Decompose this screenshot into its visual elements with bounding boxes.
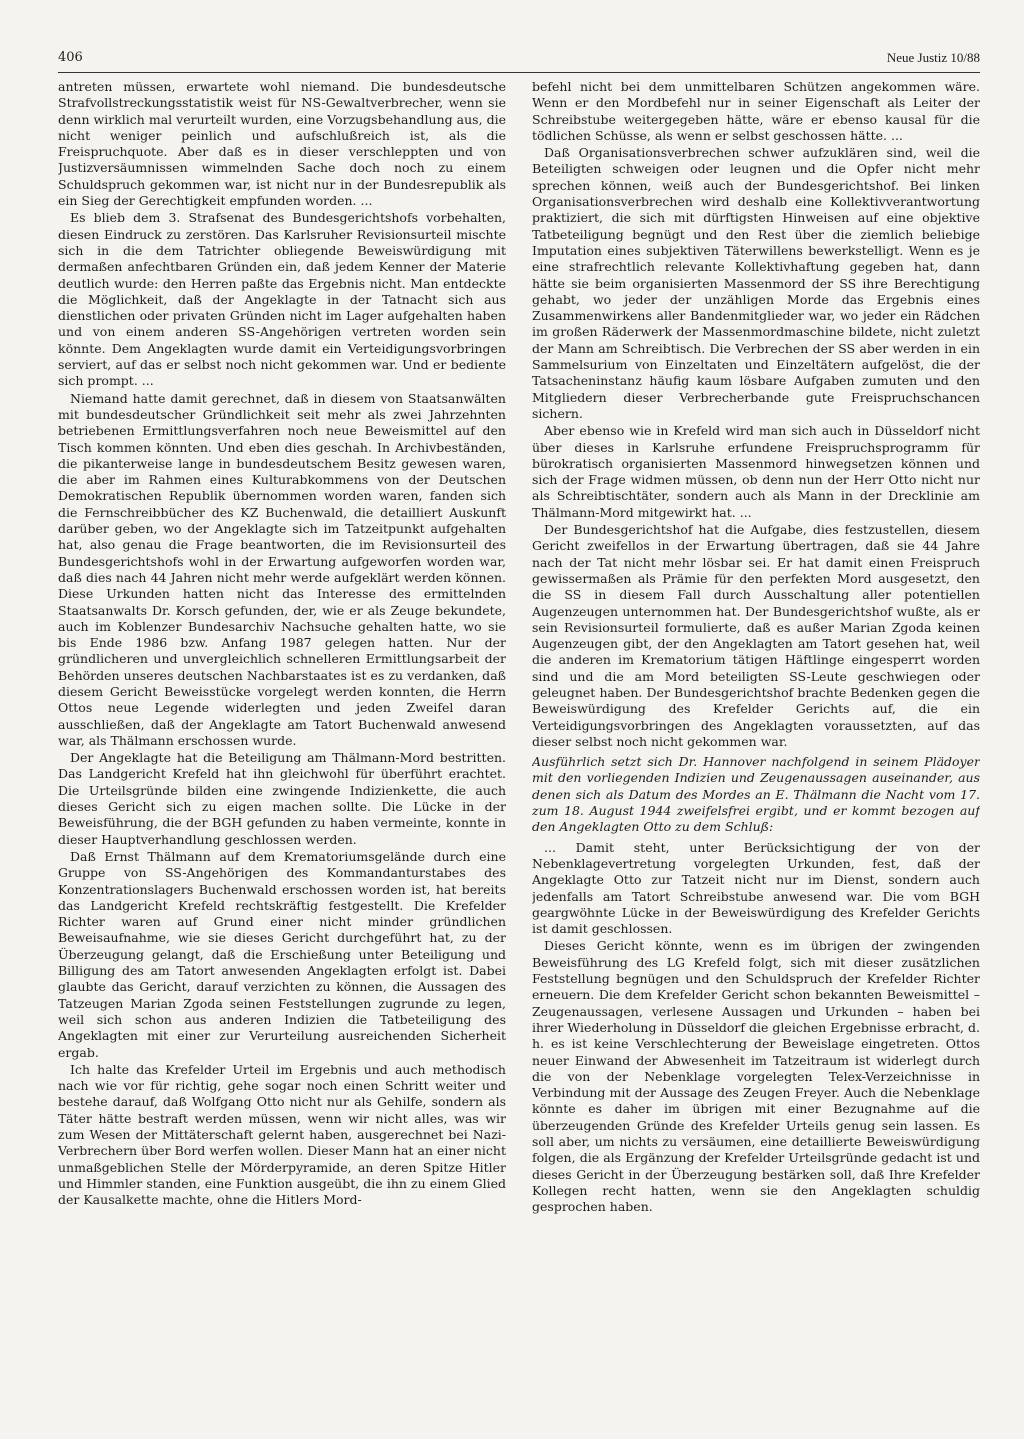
paragraph: Daß Organisationsverbrechen schwer aufzuklären sind, weil die Beteiligten schweigen oder leugnen und die Opfer nicht mehr sprechen können, weiß auch der Bundesgerichtshof. Bei linken Organisationsverbrechen wird deshalb eine Kollektivverantwortung praktiziert, die sich mit dürftigsten Hinweisen auf eine objektive Tatbeteiligung begnügt und den Rest über die ziemlich beliebige Imputation eines subjektiven Täterwillens bewerkstelligt. Wenn es je eine strafrechtlich relevante Kollektivhaftung gegeben hat, dann hätte sie beim organisierten Massenmord der SS ihre Berechtigung gehabt, wo jeder der unzähligen Morde das Ergebnis eines Zusammenwirkens aller Bandenmitglieder war, wo jeder ein Rädchen im großen Räderwerk der Massenmordmaschine bildete, nicht zuletzt der Mann am Schreibtisch. Die Verbrechen der SS aber werden in ein Sammelsurium von Einzeltaten und Einzeltätern aufgelöst, die der Tatsacheninstanz häufig kaum lösbare Aufgaben zumuten und den Mitgliedern dieser Verbrecherbande gute Freispruchschancen sichern. (532, 145, 980, 421)
right-column (532, 79, 980, 1411)
paragraph: Es blieb dem 3. Strafsenat des Bundesgerichtshofs vorbehalten, diesen Eindruck zu zerstören. Das Karlsruher Revisionsurteil mischte sich in die dem Tatrichter obliegende Beweiswürdigung mit dermaßen anfechtbaren Gründen ein, daß jedem Kenner der Materie deutlich wurde: den Herren paßte das Ergebnis nicht. Man entdeckte die Möglichkeit, daß der Angeklagte in der Tatnacht sich aus dienstlichen oder privaten Gründen nicht im Lager aufgehalten haben und von einem anderen SS-Angehörigen vertreten worden sein könnte. Dem Angeklagten wurde damit ein Verteidigungsvorbringen serviert, auf das er selbst noch nicht gekommen war. Und er bediente sich prompt. ... (58, 210, 506, 389)
paragraph: Ich halte das Krefelder Urteil im Ergebnis und auch methodisch nach wie vor für richtig, gehe sogar noch einen Schritt weiter und bestehe darauf, daß Wolfgang Otto nicht nur als Gehilfe, sondern als Täter hätte bestraft werden müssen, wenn wir nicht alles, was wir zum Wesen der Mittäterschaft gelernt haben, ausgerechnet bei Nazi-Verbrechern über Bord werfen wollen. Dieser Mann hat an einer nicht unmaßgeblichen Stelle der Mörderpyramide, an deren Spitze Hitler und Himmler standen, eine Funktion ausgeübt, die ihn zu einem Glied der Kausalkette machte, ohne die Hitlers Mord- (58, 1061, 506, 1208)
paragraph: Dieses Gericht könnte, wenn es im übrigen der zwingenden Beweisführung des LG Krefeld folgt, sich mit dieser zusätzlichen Feststellung begnügen und den Schuldspruch der Krefelder Richter erneuern. Die dem Krefelder Gericht schon bekannten Beweismittel – Zeugenaussagen, verlesene Aussagen und Urkunden – haben bei ihrer Wiederholung in Düsseldorf die gleichen Ergebnisse erbracht, d. h. es ist keine Verschlechterung der Beweislage eingetreten. Ottos neuer Einwand der Abwesenheit im Tatzeitraum ist widerlegt durch die von der Nebenklage vorgelegten Telex-Verzeichnisse in Verbindung mit der Aussage des Zeugen Freyer. Auch die Nebenklage könnte es daher im übrigen mit einer Bezugnahme auf die überzeugenden Gründe des Krefelder Urteils genug sein lassen. Es soll aber, um nichts zu versäumen, eine detaillierte Beweiswürdigung folgen, die als Ergänzung der Krefelder Urteilsgründe gedacht ist und dieses Gericht in der Überzeugung bestärken soll, daß Ihre Krefelder Kollegen recht hatten, wenn sie den Angeklagten schuldig gesprochen haben. (532, 938, 980, 1215)
paragraph: Niemand hatte damit gerechnet, daß in diesem von Staatsanwälten mit bundesdeutscher Gründlichkeit seit mehr als zwei Jahrzehnten betriebenen Ermittlungsverfahren noch neue Beweismittel auf den Tisch kommen könnten. Und eben dies geschah. In Archivbeständen, die pikanterweise lange in bundesdeutschem Besitz gewesen waren, die aber im Rahmen eines Kulturabkommens von der Deutschen Demokratischen Republik übernommen worden waren, fanden sich die Fernschreibbücher des KZ Buchenwald, die detailliert Auskunft darüber geben, wo der Angeklagte sich im Tatzeitpunkt aufgehalten hat, also genau die Frage beantworten, die im Revisionsurteil des Bundesgerichtshofs wohl in der Erwartung aufgeworfen worden war, daß dies nach 44 Jahren nicht mehr werde aufgeklärt werden können. Diese Urkunden hatten nicht das Interesse des ermittelnden Staatsanwalts Dr. Korsch gefunden, der, wie er als Zeuge bekundete, auch im Koblenzer Bundesarchiv Nachsuche gehalten hatte, wo sie bis Ende 1986 bzw. Anfang 1987 gelegen hatten. Nur der gründlicheren und unvergleichlich schnelleren Ermittlungsarbeit der Behörden unseres deutschen Nachbarstaates ist es zu verdanken, daß diesem Gericht Beweisstücke vorgelegt werden konnten, die Herrn Ottos neue Legende widerlegten und jeden Zweifel daran ausschließen, daß der Angeklagte am Tatort Buchenwald anwesend war, als Thälmann erschossen wurde. (58, 390, 506, 748)
paragraph: ... Damit steht, unter Berücksichtigung der von der Nebenklagevertretung vorgelegten Urkunden, fest, daß der Angeklagte Otto zur Tatzeit nicht nur im Dienst, sondern auch jedenfalls am Tatort Schreibstube anwesend war. Die vom BGH geargwöhnte Lücke in der Beweiswürdigung des Krefelder Gerichts ist damit geschlossen. (532, 839, 980, 937)
left-column (58, 79, 506, 1411)
paragraph: Der Angeklagte hat die Beteiligung am Thälmann-Mord bestritten. Das Landgericht Krefeld hat ihn gleichwohl für überführt erachtet. Die Urteilsgründe bilden eine zwingende Indizienkette, die auch dieses Gericht sich zu eigen machen sollte. Die Lücke in der Beweisführung, die der BGH gefunden zu haben vermeinte, konnte in dieser Hauptverhandlung geschlossen werden. (58, 750, 506, 847)
page-header (58, 50, 980, 73)
journal-issue: Neue Justiz 10/88 (886, 50, 980, 65)
paragraph: Daß Ernst Thälmann auf dem Krematoriumsgelände durch eine Gruppe von SS-Angehörigen des Kommandanturstabes des Konzentrationslagers Buchenwald erschossen worden ist, hat bereits das Landgericht Krefeld rechtskräftig festgestellt. Die Krefelder Richter waren auf Grund einer nicht minder gründlichen Beweisaufnahme, wie sie dieses Gericht durchgeführt hat, zu der Überzeugung gelangt, daß die Erschießung unter Beteiligung und Billigung des am Tatort anwesenden Angeklagten erfolgt ist. Dabei glaubte das Gericht, darauf verzichten zu können, die Aussagen des Tatzeugen Marian Zgoda seinen Feststellungen zugrunde zu legen, weil sich schon aus anderen Indizien die Tatbeteiligung des Angeklagten mit einer zur Verurteilung ausreichenden Sicherheit ergab. (58, 848, 506, 1060)
page-number: 406 (58, 50, 83, 65)
paragraph: antreten müssen, erwartete wohl niemand. Die bundesdeutsche Strafvollstreckungsstatistik weist für NS-Gewaltverbrecher, wenn sie denn wirklich mal verurteilt wurden, eine Vorzugsbehandlung aus, die nicht weniger peinlich und aufschlußreich ist, als die Freispruchquote. Aber daß es in dieser verschleppten und von Justizversäumnissen wimmelnden Sache doch noch zu einem Schuldspruch gekommen war, ist nicht nur in der Bundesrepublik als ein Sieg der Gerechtigkeit empfunden worden. ... (58, 79, 506, 209)
paragraph: Der Bundesgerichtshof hat die Aufgabe, dies festzustellen, diesem Gericht zweifellos in der Erwartung übertragen, daß sie 44 Jahre nach der Tat nicht mehr lösbar sei. Er hat damit einen Freispruch gewissermaßen als Prämie für den perfekten Mord ausgesetzt, den die SS in diesem Fall durch Ausschaltung aller potentiellen Augenzeugen unternommen hat. Der Bundesgerichtshof wußte, als er sein Revisionsurteil formulierte, daß es außer Marian Zgoda keinen Augenzeugen gibt, der den Angeklagten am Tatort gesehen hat, weil die anderen im Krematorium tätigen Häftlinge eingesperrt worden sind und die am Mord beteiligten SS-Leute geschwiegen oder geleugnet haben. Der Bundesgerichtshof brachte Bedenken gegen die Beweiswürdigung des Krefelder Gerichts auf, die ein Verteidigungsvorbringen des Angeklagten voraussetzten, auf das dieser selbst noch nicht gekommen war. (532, 522, 980, 749)
text-columns (58, 79, 980, 1411)
paragraph: befehl nicht bei dem unmittelbaren Schützen angekommen wäre. Wenn er den Mordbefehl nur in seiner Eigenschaft als Leiter der Schreibstube weitergegeben hätte, wäre er ebenso kausal für die tödlichen Schüsse, als wenn er selbst geschossen hätte. ... (532, 79, 980, 143)
editorial-note: Ausführlich setzt sich Dr. Hannover nachfolgend in seinem Plädoyer mit den vorliegenden Indizien und Zeugenaussagen auseinander, aus denen sich als Datum des Mordes an E. Thälmann die Nacht vom 17. zum 18. August 1944 zweifelsfrei ergibt, und er kommt bezogen auf den Angeklagten Otto zu dem Schluß: (532, 754, 980, 835)
paragraph: Aber ebenso wie in Krefeld wird man sich auch in Düsseldorf nicht über dieses in Karlsruhe erfundene Freispruchsprogramm für bürokratisch organisierten Massenmord hinwegsetzen können und sich der Frage widmen müssen, ob denn nun der Herr Otto nicht nur als Schreibtischtäter, sondern auch als Mann in der Drecklinie am Thälmann-Mord mitgewirkt hat. ... (532, 423, 980, 520)
